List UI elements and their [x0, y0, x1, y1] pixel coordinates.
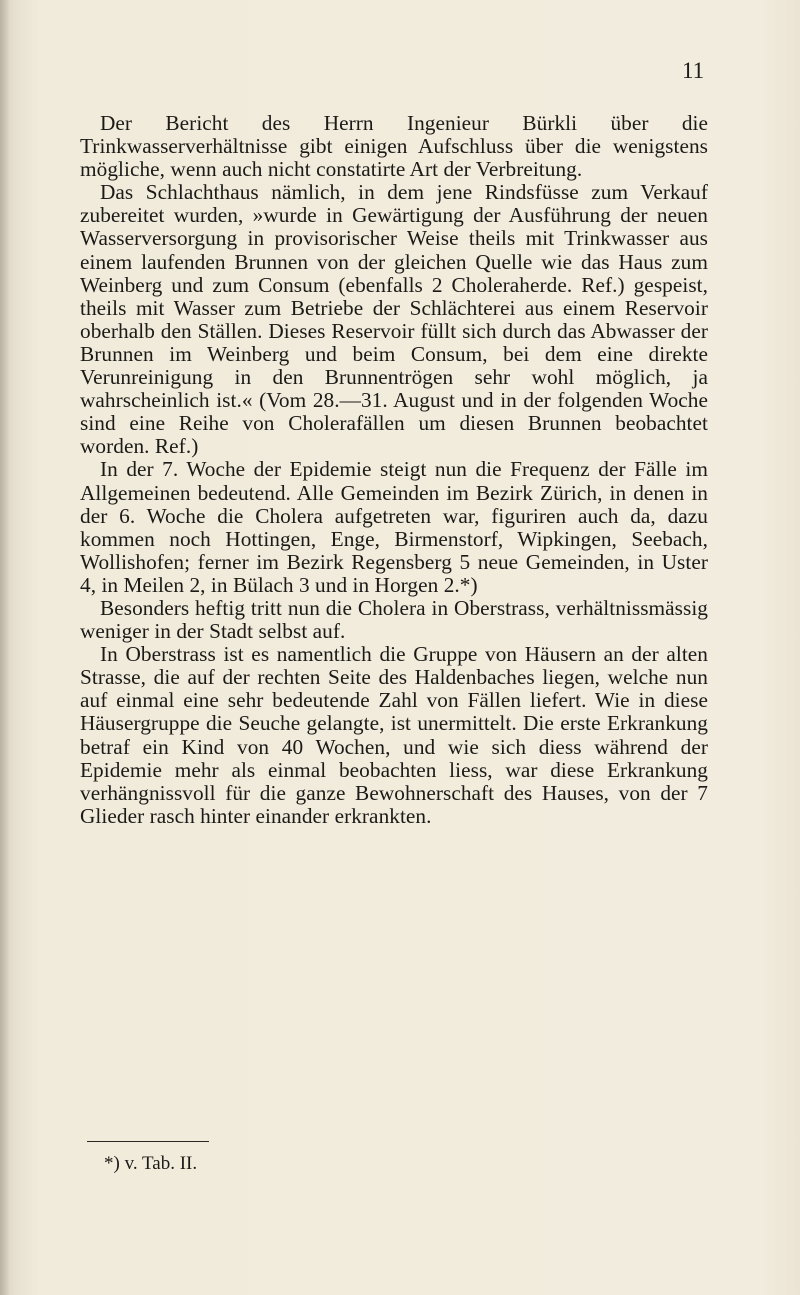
page-number: 11	[682, 58, 705, 83]
spine-shadow	[0, 0, 10, 1295]
footnote: *) v. Tab. II.	[104, 1153, 198, 1174]
paragraph-4: Besonders heftig tritt nun die Cholera in Oberstrass, verhältnissmässig weniger in der Stadt selbst auf.	[80, 595, 708, 644]
body-text	[80, 112, 708, 828]
paragraph-3: In der 7. Woche der Epidemie steigt nun die Frequenz der Fälle im Allgemeinen bedeutend. Alle Gemeinden im Bezirk Zürich, in denen in der 6. Woche die Cholera aufgetreten war, figuriren auch da, dazu kommen noch Hottingen, Enge, Birmenstorf, Wipkingen, Seebach, Wollishofen; ferner im Bezirk Regensberg 5 neue Gemeinden, in Uster 4, in Meilen 2, in Bülach 3 und in Horgen 2.*)	[80, 457, 708, 597]
paragraph-5: In Oberstrass ist es namentlich die Gruppe von Häusern an der alten Strasse, die auf der rechten Seite des Haldenbaches liegen, welche nun auf einmal eine sehr bedeutende Zahl von Fällen liefert. Wie in diese Häusergruppe die Seuche gelangte, ist unermittelt. Die erste Erkrankung betraf ein Kind von 40 Wochen, und wie sich diess während der Epidemie mehr als einmal beobachten liess, war diese Erkrankung verhängnissvoll für die ganze Bewohnerschaft des Hauses, von der 7 Glieder rasch hinter einander erkrankten.	[80, 642, 708, 828]
paragraph-1: Der Bericht des Herrn Ingenieur Bürkli über die Trinkwasserverhältnisse gibt einigen Aufschluss über die wenigstens mögliche, wenn auch nicht constatirte Art der Verbreitung.	[80, 111, 708, 182]
footnote-divider	[87, 1141, 209, 1142]
paragraph-2: Das Schlachthaus nämlich, in dem jene Rindsfüsse zum Verkauf zubereitet wurden, »wurde in Gewärtigung der Ausführung der neuen Wasserversorgung in provisorischer Weise theils mit Trinkwasser aus einem laufenden Brunnen von der gleichen Quelle wie das Haus zum Weinberg und zum Consum (ebenfalls 2 Choleraherde. Ref.) gespeist, theils mit Wasser zum Betriebe der Schlächterei aus einem Reservoir oberhalb den Ställen. Dieses Reservoir füllt sich durch das Abwasser der Brunnen im Weinberg und beim Consum, bei dem eine direkte Verunreinigung in den Brunnentrögen sehr wohl möglich, ja wahrscheinlich ist.« (Vom 28.—31. August und in der folgenden Woche sind eine Reihe von Cholerafällen um diesen Brunnen beobachtet worden. Ref.)	[80, 180, 708, 459]
